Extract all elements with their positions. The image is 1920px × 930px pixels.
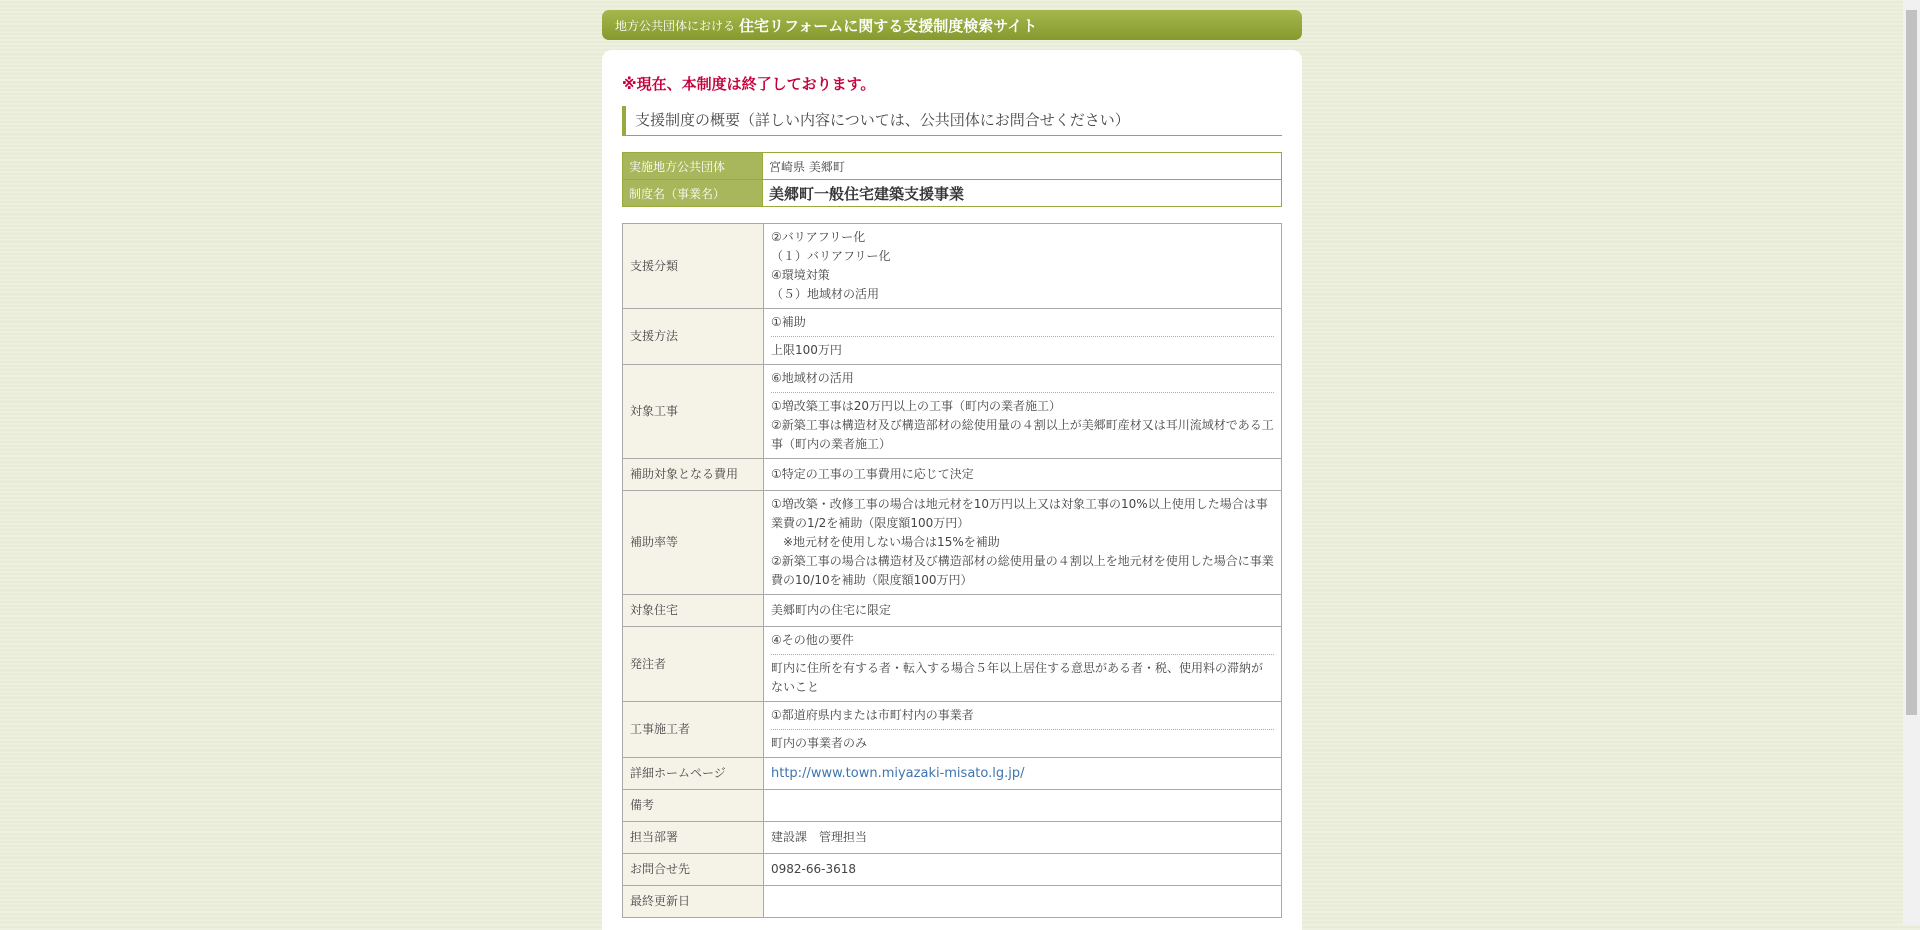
table-row (623, 854, 1282, 886)
value-section (771, 465, 1274, 484)
value-line: 上限100万円 (771, 343, 842, 357)
table-row (623, 459, 1282, 491)
program-name: 美郷町一般住宅建築支援事業 (763, 180, 1282, 207)
row-label: 補助率等 (623, 491, 764, 595)
page-container (602, 10, 1302, 930)
row-label: 補助対象となる費用 (623, 459, 764, 491)
row-value (764, 886, 1282, 918)
table-row (623, 627, 1282, 702)
row-label: 実施地方公共団体 (623, 153, 763, 180)
row-value (764, 822, 1282, 854)
row-value (764, 459, 1282, 491)
value-section (771, 336, 1274, 360)
row-label: 対象住宅 (623, 595, 764, 627)
value-line: ②バリアフリー化 (771, 230, 866, 244)
table-row (623, 180, 1282, 207)
value-section (771, 860, 1274, 879)
table-row (623, 153, 1282, 180)
row-label: 制度名（事業名） (623, 180, 763, 207)
row-value (764, 702, 1282, 758)
scrollbar[interactable] (1903, 0, 1920, 925)
value-section (771, 706, 1274, 725)
content-card (602, 50, 1302, 930)
value-line: ①増改築・改修工事の場合は地元材を10万円以上又は対象工事の10%以上使用した場合は事業費の1/2を補助（限度額100万円） (771, 497, 1268, 530)
table-row (623, 595, 1282, 627)
row-value (764, 365, 1282, 459)
value-section (771, 369, 1274, 388)
value-section (771, 313, 1274, 332)
row-value (764, 627, 1282, 702)
value-line: ※地元材を使用しない場合は15%を補助 (771, 535, 1000, 549)
table-row (623, 365, 1282, 459)
value-line: ②新築工事は構造材及び構造部材の総使用量の４割以上が美郷町産材又は耳川流域材である工事（町内の業者施工） (771, 418, 1274, 451)
table-row (623, 822, 1282, 854)
value-line: 0982-66-3618 (771, 862, 857, 876)
row-value (764, 309, 1282, 365)
row-label: 発注者 (623, 627, 764, 702)
table-row (623, 790, 1282, 822)
value-line: 建設課 管理担当 (771, 830, 868, 844)
row-value: 宮崎県 美郷町 (763, 153, 1282, 180)
value-section (771, 495, 1274, 590)
value-section (771, 631, 1274, 650)
site-title-prefix: 地方公共団体における (615, 18, 736, 33)
value-line: ①特定の工事の工事費用に応じて決定 (771, 467, 974, 481)
value-line: ④環境対策 (771, 268, 830, 282)
details-table (622, 223, 1282, 918)
table-row (623, 758, 1282, 790)
row-value (764, 224, 1282, 309)
table-row (623, 309, 1282, 365)
value-section (771, 228, 1274, 304)
value-section (771, 828, 1274, 847)
value-line: （５）地域材の活用 (771, 287, 880, 301)
value-line: ①補助 (771, 315, 806, 329)
value-line: ①増改築工事は20万円以上の工事（町内の業者施工） (771, 399, 1062, 413)
row-label: 支援分類 (623, 224, 764, 309)
site-title[interactable]: 住宅リフォームに関する支援制度検索サイト (739, 16, 1038, 35)
table-row (623, 491, 1282, 595)
row-label: お問合せ先 (623, 854, 764, 886)
row-value (764, 595, 1282, 627)
row-label: 詳細ホームページ (623, 758, 764, 790)
row-value (764, 854, 1282, 886)
row-value (764, 758, 1282, 790)
table-row (623, 886, 1282, 918)
homepage-link[interactable]: http://www.town.miyazaki-misato.lg.jp/ (771, 766, 1025, 781)
value-section (771, 601, 1274, 620)
site-header (602, 10, 1302, 40)
value-line: 美郷町内の住宅に限定 (771, 603, 892, 617)
row-value (764, 790, 1282, 822)
value-line: ①都道府県内または市町村内の事業者 (771, 708, 974, 722)
scrollbar-thumb[interactable] (1906, 10, 1917, 715)
value-section (771, 392, 1274, 454)
row-label: 支援方法 (623, 309, 764, 365)
value-section (771, 729, 1274, 753)
table-row (623, 702, 1282, 758)
row-label: 備考 (623, 790, 764, 822)
table-row (623, 224, 1282, 309)
value-section (771, 654, 1274, 697)
value-line: ④その他の要件 (771, 633, 854, 647)
value-line: ②新築工事の場合は構造材及び構造部材の総使用量の４割以上を地元材を使用した場合に事業費の10/10を補助（限度額100万円） (771, 554, 1274, 587)
value-line: （１）バリアフリー化 (771, 249, 891, 263)
section-title: 支援制度の概要（詳しい内容については、公共団体にお問合せください） (622, 106, 1282, 136)
row-label: 最終更新日 (623, 886, 764, 918)
ended-notice: ※現在、本制度は終了しております。 (622, 75, 876, 93)
row-value (764, 491, 1282, 595)
row-label: 工事施工者 (623, 702, 764, 758)
summary-table (622, 152, 1282, 207)
value-line: 町内に住所を有する者・転入する場合５年以上居住する意思がある者・税、使用料の滞納がないこと (771, 661, 1264, 694)
value-line: ⑥地域材の活用 (771, 371, 854, 385)
row-label: 対象工事 (623, 365, 764, 459)
row-label: 担当部署 (623, 822, 764, 854)
value-line: 町内の事業者のみ (771, 736, 868, 750)
